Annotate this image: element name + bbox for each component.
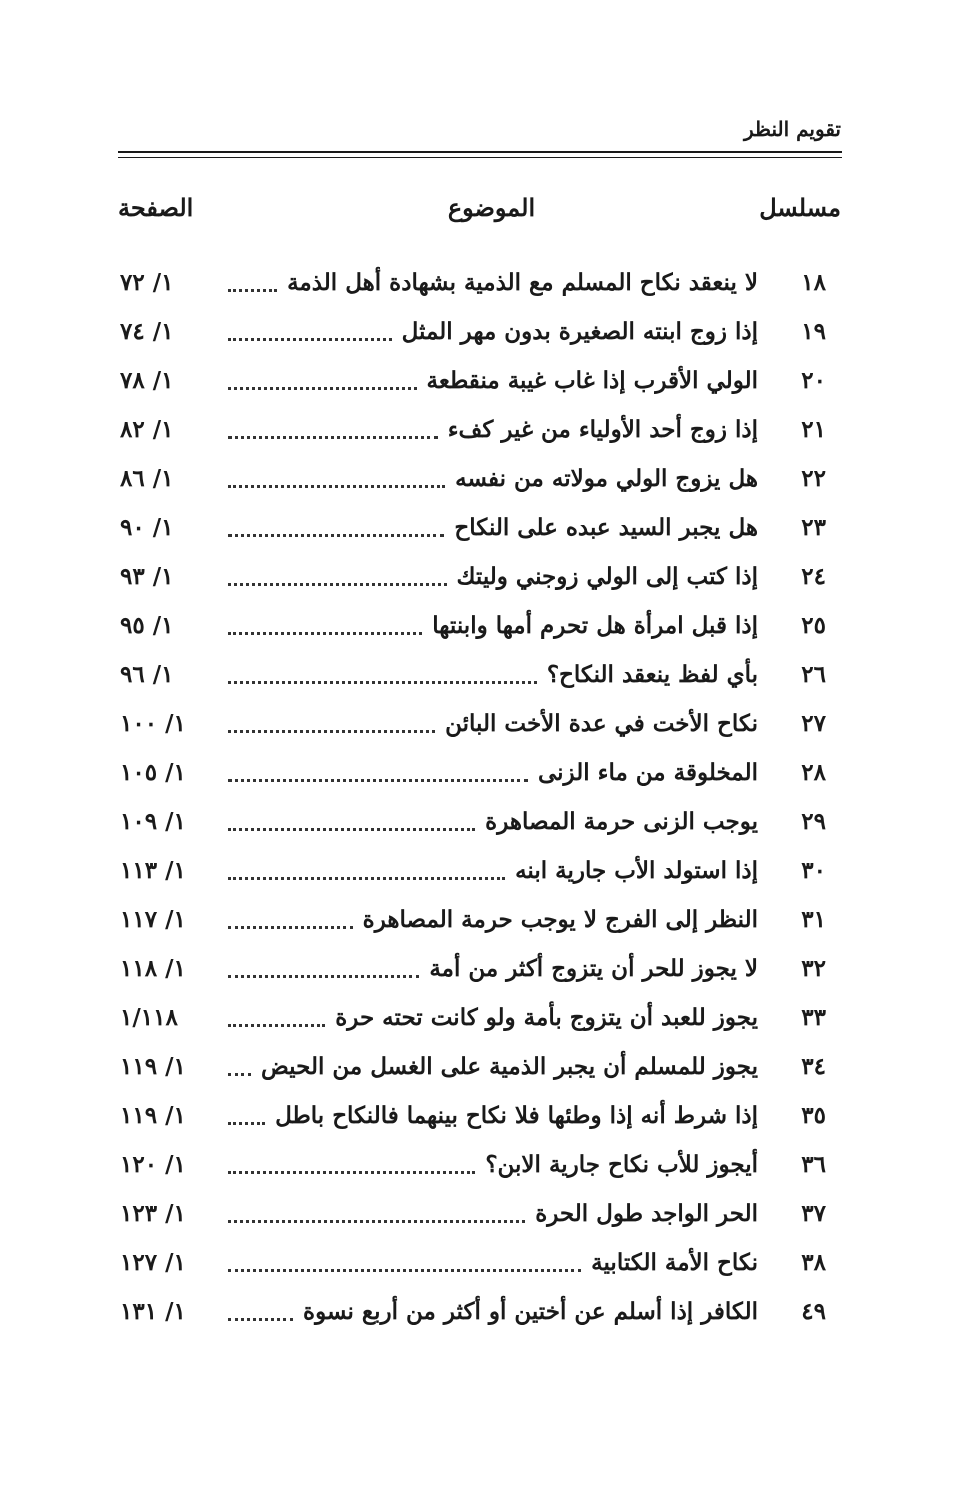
leader-dots [228, 1122, 265, 1125]
leader-dots [228, 828, 475, 831]
leader-dots [228, 534, 444, 537]
toc-entry [118, 258, 842, 307]
entry-page-ref: ١/ ١٣١ [120, 1298, 186, 1325]
toc-entry [118, 307, 842, 356]
column-header-page: الصفحة [118, 193, 194, 222]
running-head: تقويم النظر [744, 117, 841, 141]
header-rule-top [118, 151, 842, 153]
column-header-topic: الموضوع [447, 193, 536, 222]
entry-number: ٣٨ [801, 1249, 826, 1276]
entry-number: ٤٩ [801, 1298, 826, 1325]
leader-dots [228, 387, 417, 390]
entry-page-ref: ١/ ١١٩ [120, 1053, 186, 1080]
toc-entry [118, 846, 842, 895]
toc-entry [118, 797, 842, 846]
entry-number: ٣٣ [801, 1004, 826, 1031]
leader-dots [228, 975, 419, 978]
leader-dots [228, 1318, 293, 1321]
toc-entry [118, 356, 842, 405]
entry-title: لا ينعقد نكاح المسلم مع الذمية بشهادة أهل الذمة [287, 269, 758, 296]
entry-number: ٣٠ [801, 857, 826, 884]
entry-number: ٢٩ [801, 808, 826, 835]
entry-page-ref: ١/ ٧٢ [120, 269, 174, 296]
entry-page-ref: ١/ ١٢٠ [120, 1151, 186, 1178]
entry-title: يجوز للمسلم أن يجبر الذمية على الغسل من الحيض [260, 1053, 758, 1080]
entry-number: ٣٢ [801, 955, 826, 982]
entry-page-ref: ١/ ٨٦ [120, 465, 174, 492]
entry-page-ref: ١/ ١١٧ [120, 906, 186, 933]
entry-title: يوجب الزنى حرمة المصاهرة [485, 808, 758, 835]
entry-title: نكاح الأمة الكتابية [591, 1249, 758, 1276]
toc-entry [118, 748, 842, 797]
entry-title: الحر الواجد طول الحرة [535, 1200, 758, 1227]
leader-dots [228, 1073, 251, 1076]
leader-dots [228, 1220, 525, 1223]
toc-entry [118, 1042, 842, 1091]
leader-dots [228, 436, 438, 439]
leader-dots [228, 779, 528, 782]
entry-number: ١٨ [801, 269, 826, 296]
leader-dots [228, 681, 537, 684]
toc-entry [118, 552, 842, 601]
toc-entries [118, 258, 842, 1336]
leader-dots [228, 877, 505, 880]
entry-number: ٣٤ [801, 1053, 826, 1080]
entry-number: ١٩ [801, 318, 826, 345]
entry-page-ref: ١/ ٧٤ [120, 318, 174, 345]
entry-page-ref: ١/ ٩٦ [120, 661, 174, 688]
entry-page-ref: ١/ ١٢٣ [120, 1200, 186, 1227]
entry-number: ٢١ [801, 416, 826, 443]
leader-dots [228, 632, 422, 635]
entry-title: لا يجوز للحر أن يتزوج أكثر من أمة [429, 955, 758, 982]
toc-entry [118, 1238, 842, 1287]
entry-title: إذا شرط أنه إذا وطئها فلا نكاح بينهما فالنكاح باطل [275, 1102, 758, 1129]
entry-page-ref: ١/ ١٢٧ [120, 1249, 186, 1276]
header-rule-bottom [118, 157, 842, 158]
entry-title: الكافر إذا أسلم عن أختين أو أكثر من أربع نسوة [303, 1298, 758, 1325]
toc-entry [118, 601, 842, 650]
toc-entry [118, 503, 842, 552]
leader-dots [228, 485, 445, 488]
entry-page-ref: ١/ ٩٥ [120, 612, 174, 639]
toc-entry [118, 993, 842, 1042]
leader-dots [228, 1269, 581, 1272]
entry-page-ref: ١/ ١١٩ [120, 1102, 186, 1129]
leader-dots [228, 289, 277, 292]
toc-entry [118, 1189, 842, 1238]
toc-entry [118, 895, 842, 944]
leader-dots [228, 1171, 475, 1174]
entry-title: إذا استولد الأب جارية ابنه [515, 857, 758, 884]
leader-dots [228, 730, 435, 733]
toc-entry [118, 405, 842, 454]
entry-title: يجوز للعبد أن يتزوج بأمة ولو كانت تحته حرة [335, 1004, 758, 1031]
entry-number: ٢٧ [801, 710, 826, 737]
entry-page-ref: ١/ ٩٠ [120, 514, 174, 541]
entry-title: المخلوقة من ماء الزنى [537, 759, 758, 786]
entry-title: إذا كتب إلى الولي زوجني وليتك [456, 563, 758, 590]
entry-title: إذا قبل امرأة هل تحرم أمها وابنتها [432, 612, 758, 639]
entry-title: النظر إلى الفرج لا يوجب حرمة المصاهرة [362, 906, 758, 933]
toc-entry [118, 699, 842, 748]
entry-number: ٢٢ [801, 465, 826, 492]
leader-dots [228, 583, 447, 586]
entry-page-ref: ١/ ١٠٥ [120, 759, 186, 786]
leader-dots [228, 338, 392, 341]
entry-number: ٣٦ [801, 1151, 826, 1178]
entry-number: ٣١ [801, 906, 826, 933]
toc-entry [118, 944, 842, 993]
toc-entry [118, 1287, 842, 1336]
leader-dots [228, 926, 353, 929]
toc-entry [118, 650, 842, 699]
entry-page-ref: ١/ ١١٨ [120, 955, 186, 982]
entry-title: هل يزوج الولي مولاته من نفسه [455, 465, 758, 492]
entry-number: ٣٧ [801, 1200, 826, 1227]
entry-page-ref: ١/ ١١٣ [120, 857, 186, 884]
entry-title: إذا زوج أحد الأولياء من غير كفء [447, 416, 758, 443]
toc-entry [118, 1140, 842, 1189]
entry-number: ٣٥ [801, 1102, 826, 1129]
leader-dots [228, 1024, 325, 1027]
entry-number: ٢٦ [801, 661, 826, 688]
entry-number: ٢٤ [801, 563, 826, 590]
entry-title: إذا زوج ابنته الصغيرة بدون مهر المثل [401, 318, 758, 345]
toc-entry [118, 454, 842, 503]
entry-title: هل يجبر السيد عبده على النكاح [454, 514, 758, 541]
entry-number: ٢٥ [801, 612, 826, 639]
entry-page-ref: ١/ ٨٢ [120, 416, 174, 443]
column-header-serial: مسلسل [759, 193, 841, 222]
entry-page-ref: ١/١١٨ [120, 1004, 178, 1031]
toc-entry [118, 1091, 842, 1140]
entry-title: الولي الأقرب إذا غاب غيبة منقطعة [426, 367, 758, 394]
entry-number: ٢٠ [801, 367, 826, 394]
entry-page-ref: ١/ ١٠٩ [120, 808, 186, 835]
entry-page-ref: ١/ ٩٣ [120, 563, 174, 590]
entry-number: ٢٣ [801, 514, 826, 541]
entry-title: بأي لفظ ينعقد النكاح؟ [546, 661, 758, 688]
entry-title: أيجوز للأب نكاح جارية الابن؟ [485, 1151, 758, 1178]
entry-page-ref: ١/ ١٠٠ [120, 710, 186, 737]
entry-page-ref: ١/ ٧٨ [120, 367, 174, 394]
entry-number: ٢٨ [801, 759, 826, 786]
entry-title: نكاح الأخت في عدة الأخت البائن [445, 710, 758, 737]
